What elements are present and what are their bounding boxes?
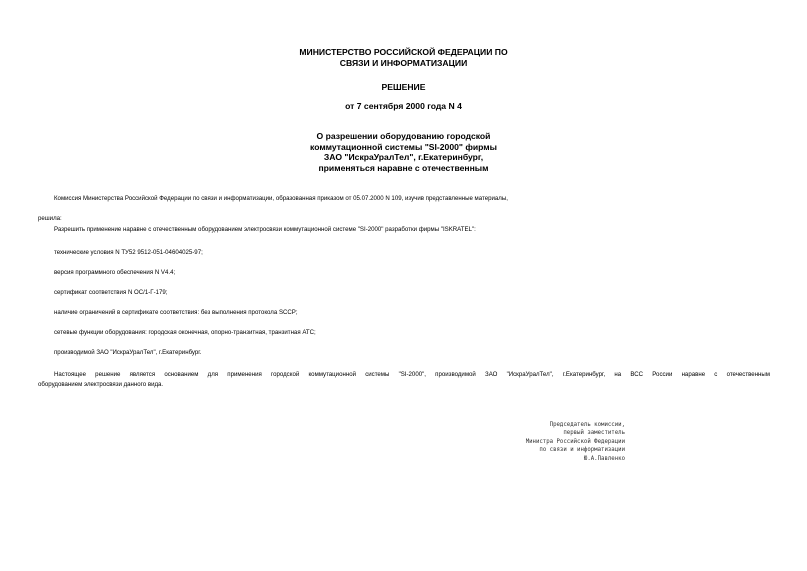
list-item-software-version: версия программного обеспечения N V4.4; — [54, 269, 176, 276]
signature-line-1: Председатель комиссии, — [549, 422, 625, 428]
final-paragraph-line-1: Настоящее решение является основанием для применения городской коммутационной системы "SI-2000", производимой ЗАО "ИскраУралТел", г.Екатеринбург, на ВСС России наравне с отечественным — [54, 371, 770, 378]
subject-line-1: О разрешении оборудованию городской — [316, 131, 491, 141]
signature-line-4: по связи и информатизации — [539, 447, 625, 454]
signature-name: Ю.А.Павленко — [583, 455, 625, 462]
signature-line-3: Министра Российской Федерации — [525, 438, 625, 445]
document-type: РЕШЕНИЕ — [381, 82, 426, 92]
signature-line-2: первый заместитель — [563, 430, 625, 437]
final-paragraph — [38, 370, 770, 389]
subject-line-2: коммутационной системы "SI-2000" фирмы — [310, 141, 497, 152]
list-item-restrictions: наличие ограничений в сертификате соответствия: без выполнения протокола SCCP; — [54, 309, 298, 316]
preamble-paragraph: Комиссия Министерства Российской Федерации по связи и информатизации, образованная приказом от 05.07.2000 N 109, изучив представленные материалы, — [54, 195, 508, 202]
list-item-technical-conditions: технические условия N ТУ52 9512-051-04604025-97; — [54, 249, 203, 256]
document-date: от 7 сентября 2000 года N 4 — [345, 101, 462, 111]
ministry-title-line-2: СВЯЗИ И ИНФОРМАТИЗАЦИИ — [339, 57, 468, 68]
list-item-manufacturer: производимой ЗАО "ИскраУралТел", г.Екатеринбург. — [54, 349, 202, 356]
list-item-certificate: сертификат соответствия N ОС/1-Г-179; — [54, 289, 168, 296]
permission-paragraph: Разрешить применение наравне с отечественным оборудованием электросвязи коммутационной системе "SI-2000" разработки фирмы "ISKRATEL": — [54, 226, 476, 233]
final-paragraph-line-2: оборудованием электросвязи данного вида. — [38, 380, 164, 388]
signature-block — [470, 421, 625, 463]
subject-line-4: применяться наравне с отечественным — [318, 162, 489, 173]
subject-line-3: ЗАО "ИскраУралТел", г.Екатеринбург, — [323, 152, 484, 163]
ministry-title — [0, 47, 807, 68]
list-item-network-functions: сетевые функции оборудования: городская оконечная, опорно-транзитная, транзитная АТС; — [54, 329, 316, 336]
document-subject — [0, 131, 807, 173]
resolved-label: решила: — [38, 215, 62, 222]
ministry-title-line-1: МИНИСТЕРСТВО РОССИЙСКОЙ ФЕДЕРАЦИИ ПО — [299, 47, 508, 57]
